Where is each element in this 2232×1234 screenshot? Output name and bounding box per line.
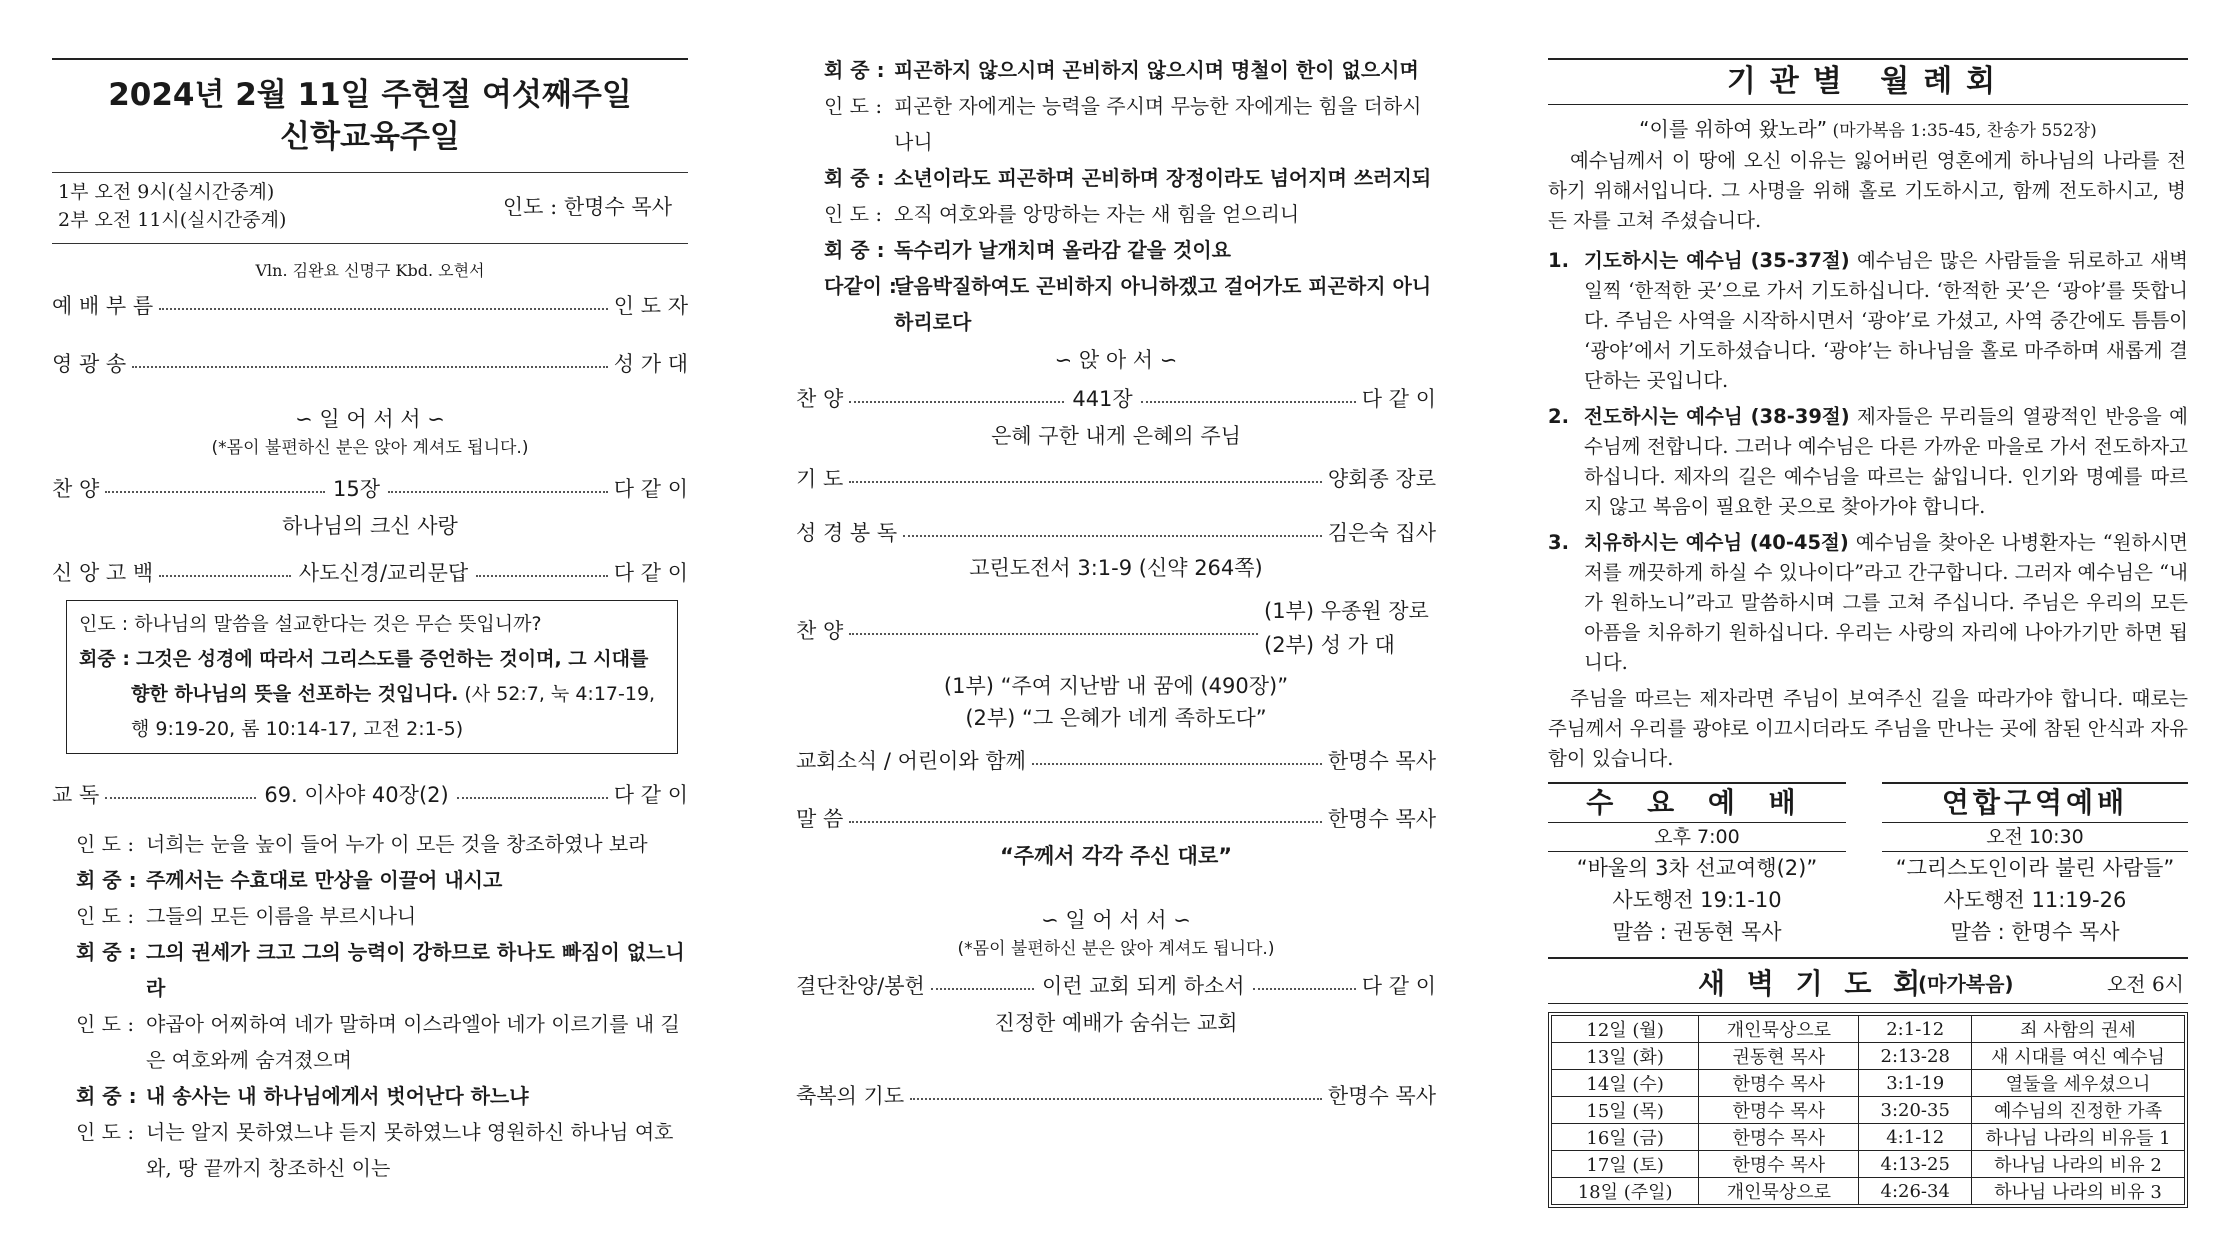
response-line (76, 934, 688, 1006)
devotion-point (1548, 528, 2188, 678)
creed-label: 신 앙 고 백 (52, 561, 154, 585)
devotion-point (1548, 246, 2188, 396)
anthem-title-1: (1부) “주여 지난밤 내 꿈에 (490장)” (943, 674, 1289, 698)
schedule-passage: 2:1-12 (1859, 1016, 1972, 1043)
leader-dots (457, 797, 608, 799)
responsive-reading-person: 다 같 이 (613, 783, 688, 807)
worship-leader: 인도 : 한명수 목사 (502, 195, 672, 219)
table-row (1552, 1016, 2185, 1043)
point-text: 제자들은 무리들의 열광적인 반응을 예수님께 전합니다. 그러나 예수님은 다른 가까운 마을로 가서 전도하자고 하십니다. 제자의 길은 예수님을 따르는 삶입니다. 인기와 명예를 따르지 않고 복음이 필요한 곳으로 찾아가야 합니다. (1584, 405, 2188, 518)
schedule-leader: 개인묵상으로 (1699, 1016, 1859, 1043)
response-speaker: 인 도 : (824, 202, 883, 226)
schedule-passage: 3:1-19 (1859, 1070, 1972, 1097)
table-row (1552, 1097, 2185, 1124)
schedule-date: 16일 (금) (1552, 1124, 1699, 1151)
responsive-reading-list-cont (796, 52, 1436, 340)
closing-hymn-row (796, 967, 1436, 1003)
leader-dots (388, 491, 608, 493)
schedule-date: 12일 (월) (1552, 1016, 1699, 1043)
sermon-row (796, 800, 1436, 836)
joint-speaker: 말씀 : 한명수 목사 (1950, 920, 2120, 944)
joint-sermon-title: “그리스도인이라 불린 사람들” (1882, 851, 2188, 884)
gloria-person: 성 가 대 (613, 352, 688, 376)
response-line (824, 232, 1436, 268)
response-line (76, 1006, 688, 1078)
schedule-title: 하나님 나라의 비유 2 (1972, 1151, 2185, 1178)
call-to-worship-label: 예 배 부 름 (52, 294, 154, 318)
leader-dots (476, 575, 608, 577)
responsive-reading-list (52, 826, 688, 1186)
schedule-passage: 2:13-28 (1859, 1043, 1972, 1070)
wednesday-sermon-title: “바울의 3차 선교여행(2)” (1548, 851, 1846, 884)
creed-title: 사도신경/교리문답 (298, 561, 469, 585)
point-heading: 기도하시는 예수님 (35-37절) (1584, 249, 1850, 272)
gloria-row (52, 345, 688, 381)
leader-dots (132, 366, 608, 368)
sermon-preacher: 한명수 목사 (1327, 807, 1436, 831)
point-text: 예수님은 많은 사람들을 뒤로하고 새벽 일찍 ‘한적한 곳’으로 가서 기도하십니다. ‘한적한 곳’은 ‘광야’를 뜻합니다. 주님은 사역을 시작하시면서 ‘광야’로 가셨고, 사역 중간에도 틈틈이 ‘광야’에서 기도하셨습니다. ‘광야’는 하나님을 홀로 마주하며 새롭게 결단하는 곳입니다. (1584, 249, 2188, 392)
service-date-title: 2024년 2월 11일 주현절 여섯째주일 (108, 77, 632, 113)
announcements-row (796, 742, 1436, 778)
wednesday-speaker: 말씀 : 권동현 목사 (1612, 920, 1782, 944)
stand-note-2: (*몸이 불편하신 분은 앉아 계셔도 됩니다.) (957, 939, 1275, 959)
hymn2-title: 은혜 구한 내게 은혜의 주님 (991, 424, 1241, 448)
devotion-quote-line (1548, 113, 2188, 142)
response-text: 피곤한 자에게는 능력을 주시며 무능한 자에게는 힘을 더하시나니 (894, 94, 1422, 154)
wednesday-scripture: 사도행전 19:1-10 (1612, 888, 1782, 912)
schedule-leader: 한명수 목사 (1699, 1124, 1859, 1151)
anthem-row (796, 594, 1436, 666)
schedule-title: 죄 사함의 권세 (1972, 1016, 2185, 1043)
response-speaker: 인 도 : (76, 832, 135, 856)
response-text: 달음박질하여도 곤비하지 아니하겠고 걸어가도 피곤하지 아니하리로다 (894, 274, 1432, 334)
schedule-date: 14일 (수) (1552, 1070, 1699, 1097)
service-time-1: 1부 오전 9시(실시간중계) (58, 181, 275, 203)
schedule-leader: 한명수 목사 (1699, 1070, 1859, 1097)
anthem-performer-2: (2부) 성 가 대 (1264, 633, 1395, 657)
leader-dots (1032, 763, 1322, 765)
leader-dots (903, 535, 1322, 537)
table-row (1552, 1124, 2185, 1151)
leader-dots (1253, 988, 1356, 990)
prayer-person: 양회종 장로 (1327, 467, 1436, 491)
response-text: 피곤하지 않으시며 곤비하지 않으시며 명철이 한이 없으시며 (894, 58, 1419, 82)
catechism-refs-2: 행 9:19-20, 롬 10:14-17, 고전 2:1-5) (131, 718, 464, 740)
hymn2-number: 441장 (1072, 387, 1133, 411)
response-speaker: 인 도 : (76, 1012, 135, 1036)
point-number: 2. (1548, 405, 1569, 428)
response-line (76, 1078, 688, 1114)
anthem-label: 찬 양 (796, 619, 844, 643)
schedule-title: 예수님의 진정한 가족 (1972, 1097, 2185, 1124)
catechism-question (79, 607, 665, 642)
wednesday-service-time: 오후 7:00 (1654, 826, 1740, 848)
leader-dots (159, 575, 291, 577)
response-line (824, 268, 1436, 340)
catechism-box (66, 600, 678, 754)
anthem-performers (1264, 594, 1436, 662)
joint-scripture: 사도행전 11:19-26 (1943, 888, 2127, 912)
hymn2-label: 찬 양 (796, 387, 844, 411)
response-line (76, 862, 688, 898)
schedule-title: 하나님 나라의 비유 3 (1972, 1178, 2185, 1205)
leader-dots (910, 1098, 1322, 1100)
schedule-title: 새 시대를 여신 예수님 (1972, 1043, 2185, 1070)
response-speaker: 회 중 : (76, 940, 137, 964)
devotion-quote-ref: (마가복음 1:35-45, 찬송가 552장) (1827, 121, 2097, 141)
schedule-title: 열둘을 세우셨으니 (1972, 1070, 2185, 1097)
response-line (76, 1114, 688, 1186)
dawn-prayer-time: 오전 6시 (2106, 972, 2184, 996)
order-of-worship-right (796, 0, 1436, 1113)
response-speaker: 인 도 : (76, 904, 135, 928)
table-row (1552, 1151, 2185, 1178)
devotion-intro: 예수님께서 이 땅에 오신 이유는 잃어버린 영혼에게 하나님의 나라를 전하기 위해서입니다. 그 사명을 위해 홀로 기도하시고, 함께 전도하시고, 병든 자를 고쳐 주셨습니다. (1548, 149, 2186, 232)
scripture-reference: 고린도전서 3:1-9 (신약 264쪽) (969, 556, 1263, 580)
schedule-leader: 개인묵상으로 (1699, 1178, 1859, 1205)
catechism-answer (79, 642, 665, 677)
hymn-number: 15장 (333, 477, 381, 501)
point-heading: 치유하시는 예수님 (40-45절) (1584, 531, 1849, 554)
anthem-title-2: (2부) “그 은혜가 네게 족하도다” (965, 706, 1267, 730)
table-row (1552, 1070, 2185, 1097)
closing-hymn-label: 결단찬양/봉헌 (796, 974, 925, 998)
leader-dots (931, 988, 1034, 990)
service-times (52, 173, 688, 243)
dawn-prayer-book: (마가복음) (1918, 972, 2014, 996)
anthem-performer-1: (1부) 우종원 장로 (1264, 599, 1429, 623)
benediction-person: 한명수 목사 (1327, 1084, 1436, 1108)
schedule-title: 하나님 나라의 비유들 1 (1972, 1124, 2185, 1151)
dawn-prayer-table-frame (1548, 1012, 2188, 1208)
catechism-answer-line1: 그것은 성경에 따라서 그리스도를 증언하는 것이며, 그 시대를 (135, 648, 649, 670)
response-line (76, 826, 688, 862)
prayer-label: 기 도 (796, 467, 844, 491)
response-text: 소년이라도 피곤하며 곤비하며 장정이라도 넘어지며 쓰러지되 (894, 166, 1432, 190)
announcements-person: 한명수 목사 (1327, 749, 1436, 773)
closing-hymn-title: 이런 교회 되게 하소서 (1041, 974, 1245, 998)
devotion-point (1548, 402, 2188, 522)
schedule-leader: 한명수 목사 (1699, 1151, 1859, 1178)
hymn-person: 다 같 이 (613, 477, 689, 501)
closing-hymn-person: 다 같 이 (1361, 974, 1436, 998)
response-text: 독수리가 날개치며 올라감 같을 것이요 (894, 238, 1231, 262)
stand-note: (*몸이 불편하신 분은 앉아 계셔도 됩니다.) (211, 438, 529, 458)
joint-service-header: 연합구역예배 (1882, 782, 2188, 823)
table-row (1552, 1178, 2185, 1205)
response-line (824, 196, 1436, 232)
responsive-reading-title: 69. 이사야 40장(2) (264, 783, 449, 807)
closing-hymn-subtitle: 진정한 예배가 숨쉬는 교회 (994, 1011, 1238, 1035)
stand-instruction-2: ∽ 일 어 서 서 ∽ (1041, 908, 1191, 932)
response-speaker: 인 도 : (76, 1120, 135, 1144)
call-to-worship-person: 인 도 자 (613, 294, 688, 318)
response-speaker: 회 중 : (824, 238, 885, 262)
monthly-meeting-header: 기관별 월례회 (1548, 58, 2188, 105)
schedule-leader: 권동현 목사 (1699, 1043, 1859, 1070)
benediction-label: 축복의 기도 (796, 1084, 905, 1108)
response-line (824, 160, 1436, 196)
schedule-passage: 4:1-12 (1859, 1124, 1972, 1151)
point-body (1584, 402, 2188, 522)
musicians: Vln. 김완요 신명구 Kbd. 오현서 (255, 261, 485, 280)
schedule-passage: 4:26-34 (1859, 1178, 1972, 1205)
point-number: 1. (1548, 249, 1569, 272)
call-to-worship-row (52, 287, 688, 323)
response-speaker: 회 중 : (76, 1084, 137, 1108)
response-text: 야곱아 어찌하여 네가 말하며 이스라엘아 네가 이르기를 내 길은 여호와께 숨겨졌으며 (146, 1012, 680, 1072)
schedule-passage: 4:13-25 (1859, 1151, 1972, 1178)
responsive-reading-label: 교 독 (52, 783, 100, 807)
announcements-label: 교회소식 / 어린이와 함께 (796, 749, 1026, 773)
leader-dots (105, 491, 325, 493)
devotion-points (1548, 246, 2188, 678)
catechism-question-text: 하나님의 말씀을 설교한다는 것은 무슨 뜻입니까? (134, 613, 542, 635)
response-text: 너희는 눈을 높이 들어 누가 이 모든 것을 창조하였나 보라 (146, 832, 648, 856)
catechism-answer-cont (79, 677, 665, 712)
wednesday-service-header: 수 요 예 배 (1548, 782, 1846, 823)
gloria-label: 영 광 송 (52, 352, 127, 376)
response-line (824, 88, 1436, 160)
title-rule (52, 58, 688, 60)
schedule-date: 13일 (화) (1552, 1043, 1699, 1070)
weekly-services (1548, 782, 2188, 957)
point-body (1584, 246, 2188, 396)
leader-dots (849, 481, 1322, 483)
scripture-reader: 김은숙 집사 (1327, 521, 1436, 545)
response-text: 주께서는 수효대로 만상을 이끌어 내시고 (146, 868, 503, 892)
catechism-answer-speaker: 회중 : (79, 648, 130, 670)
dawn-prayer-schedule (1551, 1015, 2185, 1205)
table-row (1552, 1043, 2185, 1070)
devotion-quote: “이를 위하여 왔노라” (1639, 117, 1828, 141)
hymn2-row (796, 380, 1436, 416)
catechism-question-speaker: 인도 : (79, 613, 129, 635)
sermon-label: 말 씀 (796, 807, 844, 831)
response-speaker: 회 중 : (824, 58, 885, 82)
point-body (1584, 528, 2188, 678)
leader-dots (1141, 401, 1356, 403)
leader-dots (849, 633, 1258, 635)
scripture-label: 성 경 봉 독 (796, 521, 898, 545)
hymn-label: 찬 양 (52, 477, 100, 501)
order-of-worship-left (52, 0, 688, 1186)
catechism-refs-1: (사 52:7, 눅 4:17-19, (458, 683, 656, 705)
joint-district-service (1882, 782, 2188, 948)
divider (52, 243, 688, 244)
response-text: 그의 권세가 크고 그의 능력이 강하므로 하나도 빠짐이 없느니라 (146, 940, 685, 1000)
service-theme-title: 신학교육주일 (280, 119, 460, 155)
benediction-row (796, 1077, 1436, 1113)
schedule-date: 17일 (토) (1552, 1151, 1699, 1178)
joint-service-time: 오전 10:30 (1986, 826, 2084, 848)
response-text: 그들의 모든 이름을 부르시나니 (146, 904, 417, 928)
response-line (824, 52, 1436, 88)
dawn-prayer-title: 새 벽 기 도 회 (1698, 967, 1927, 1000)
dawn-prayer-schedule-body (1552, 1016, 2185, 1205)
responsive-reading-row (52, 776, 688, 812)
hymn2-person: 다 같 이 (1361, 387, 1436, 411)
response-text: 너는 알지 못하였느냐 듣지 못하였느냐 영원하신 하나님 여호와, 땅 끝까지 창조하신 이는 (146, 1120, 674, 1180)
response-speaker: 다같이 : (824, 274, 897, 298)
leader-dots (849, 821, 1322, 823)
response-speaker: 인 도 : (824, 94, 883, 118)
sermon-title: “주께서 각각 주신 대로” (999, 844, 1233, 868)
schedule-date: 18일 (주일) (1552, 1178, 1699, 1205)
schedule-passage: 3:20-35 (1859, 1097, 1972, 1124)
response-text: 오직 여호와를 앙망하는 자는 새 힘을 얻으리니 (894, 202, 1300, 226)
response-speaker: 회 중 : (824, 166, 885, 190)
wednesday-service (1548, 782, 1846, 948)
service-time-2: 2부 오전 11시(실시간중계) (58, 209, 287, 231)
response-speaker: 회 중 : (76, 868, 137, 892)
catechism-answer-line2: 향한 하나님의 뜻을 선포하는 것입니다. (131, 683, 459, 705)
stand-instruction: ∽ 일 어 서 서 ∽ (295, 407, 445, 431)
point-text: 예수님을 찾아온 나병환자는 “원하시면 저를 깨끗하게 하실 수 있나이다”라고 간구합니다. 그러자 예수님은 “내가 원하노니”라고 말씀하시며 그를 고쳐 주십니다. 주님은 우리의 모든 아픔을 치유하기 원하십니다. 우리는 사랑의 자리에 나아가기만 하면 됩니다. (1584, 531, 2188, 674)
point-heading: 전도하시는 예수님 (38-39절) (1584, 405, 1850, 428)
point-number: 3. (1548, 531, 1569, 554)
hymn-title: 하나님의 크신 사랑 (282, 514, 458, 538)
monthly-meeting-section (1548, 0, 2188, 1208)
sit-instruction: ∽ 앉 아 서 ∽ (1054, 348, 1178, 372)
scripture-row (796, 514, 1436, 550)
devotion-outro: 주님을 따르는 제자라면 주님이 보여주신 길을 따라가야 합니다. 때로는 주님께서 우리를 광야로 이끄시더라도 주님을 만나는 곳에 참된 안식과 자유함이 있습니다. (1548, 687, 2188, 770)
leader-dots (105, 797, 256, 799)
dawn-prayer-header (1548, 957, 2188, 1004)
leader-dots (849, 401, 1064, 403)
creed-row (52, 554, 688, 590)
prayer-row (796, 460, 1436, 496)
creed-person: 다 같 이 (613, 561, 689, 585)
leader-dots (159, 308, 608, 310)
response-text: 내 송사는 내 하나님에게서 벗어난다 하느냐 (146, 1084, 529, 1108)
schedule-date: 15일 (목) (1552, 1097, 1699, 1124)
hymn-row (52, 470, 688, 506)
response-line (76, 898, 688, 934)
schedule-leader: 한명수 목사 (1699, 1097, 1859, 1124)
